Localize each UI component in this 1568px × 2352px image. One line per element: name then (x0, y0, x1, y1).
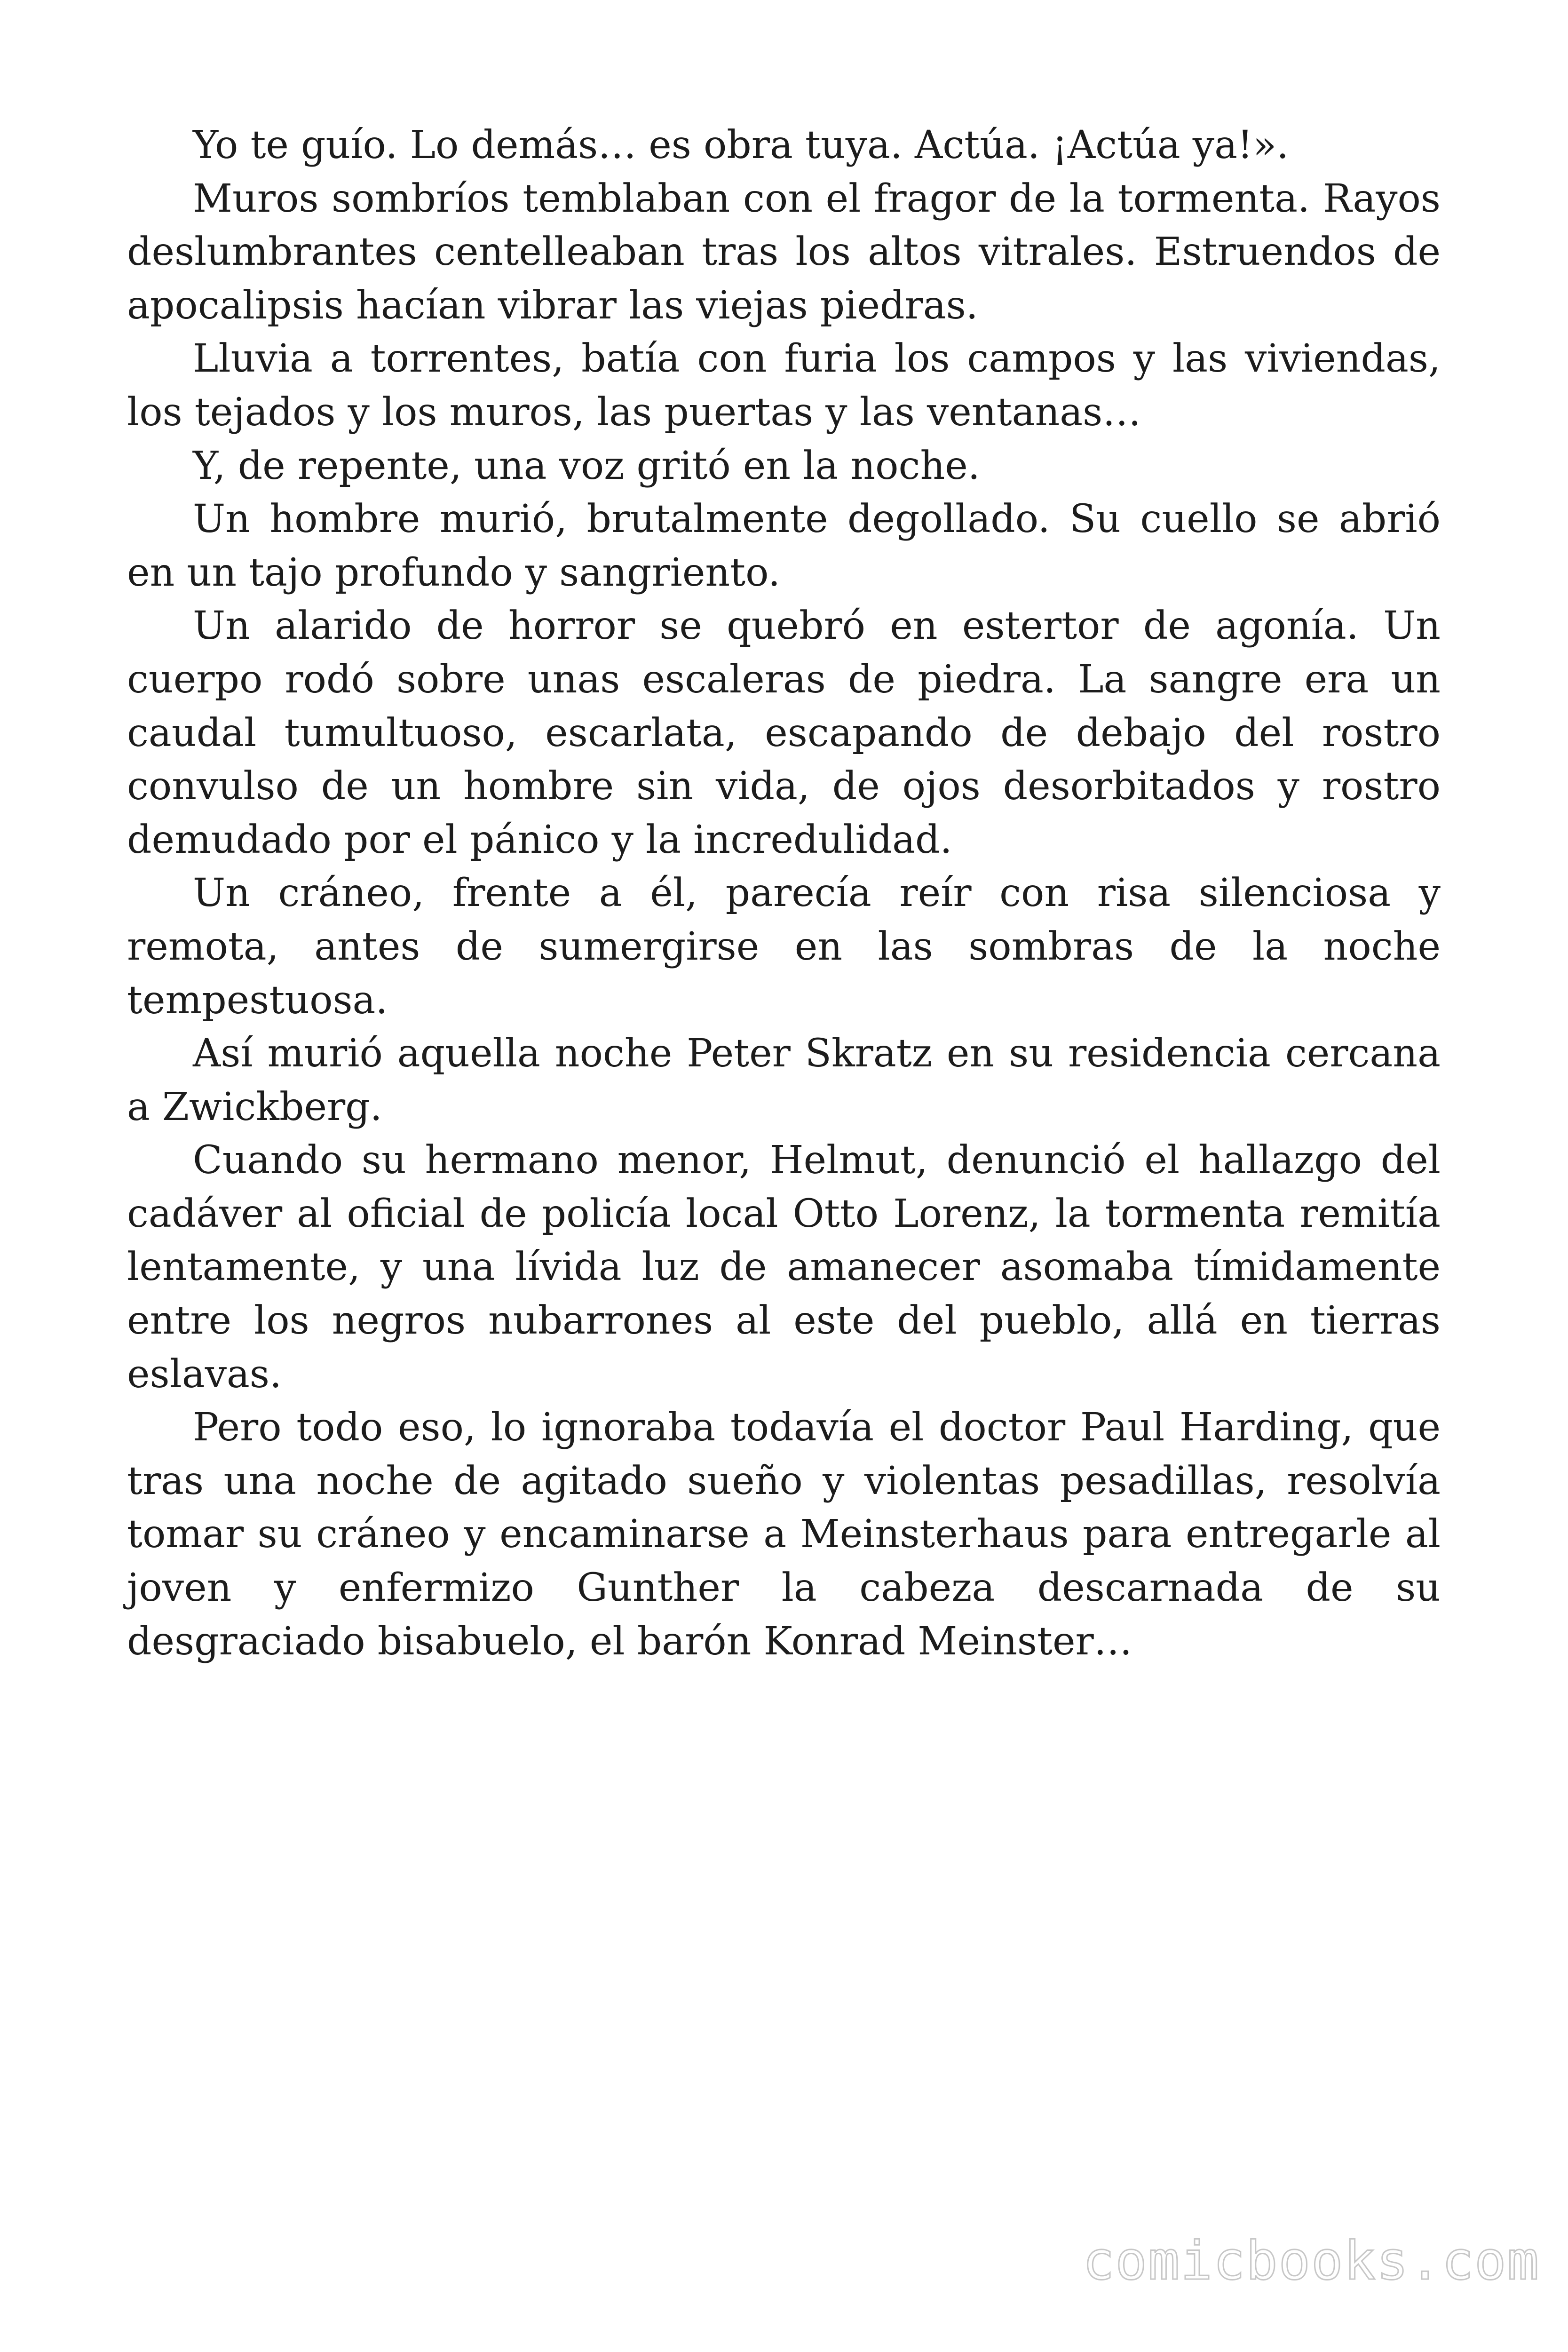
paragraph: Un hombre murió, brutalmente degollado. Su cuello se abrió en un tajo profundo y sangriento. (127, 497, 1441, 595)
body-text (127, 119, 1441, 1668)
paragraph: Pero todo eso, lo ignoraba todavía el doctor Paul Harding, que tras una noche de agitado sueño y violentas pesadillas, resolvía tomar su cráneo y encaminarse a Meinsterhaus para entregarle al joven y enfermizo Gunther la cabeza descarnada de su desgraciado bisabuelo, el barón Konrad Meinster… (127, 1405, 1441, 1664)
paragraph: Así murió aquella noche Peter Skratz en su residencia cercana a Zwickberg. (127, 1031, 1441, 1129)
watermark-logo: comicbooks.com (1082, 2231, 1540, 2292)
paragraph: Lluvia a torrentes, batía con furia los campos y las viviendas, los tejados y los muros, las puertas y las ventanas… (127, 336, 1441, 435)
paragraph: Yo te guío. Lo demás… es obra tuya. Actúa. ¡Actúa ya!». (193, 123, 1289, 167)
paragraph: Un alarido de horror se quebró en estertor de agonía. Un cuerpo rodó sobre unas escaleras de piedra. La sangre era un caudal tumultuoso, escarlata, escapando de debajo del rostro convulso de un hombre sin vida, de ojos desorbitados y rostro demudado por el pánico y la incredulidad. (127, 604, 1441, 862)
book-page (127, 0, 1441, 2352)
paragraph: Un cráneo, frente a él, parecía reír con risa silenciosa y remota, antes de sumergirse en las sombras de la noche tempestuosa. (127, 871, 1441, 1023)
paragraph: Cuando su hermano menor, Helmut, denunció el hallazgo del cadáver al oficial de policía local Otto Lorenz, la tormenta remitía lentamente, y una lívida luz de amanecer asomaba tímidamente entre los negros nubarrones al este del pueblo, allá en tierras eslavas. (127, 1138, 1441, 1397)
paragraph: Y, de repente, una voz gritó en la noche. (193, 443, 980, 488)
paragraph: Muros sombríos temblaban con el fragor de la tormenta. Rayos deslumbrantes centelleaban tras los altos vitrales. Estruendos de apocalipsis hacían vibrar las viejas piedras. (127, 176, 1441, 328)
